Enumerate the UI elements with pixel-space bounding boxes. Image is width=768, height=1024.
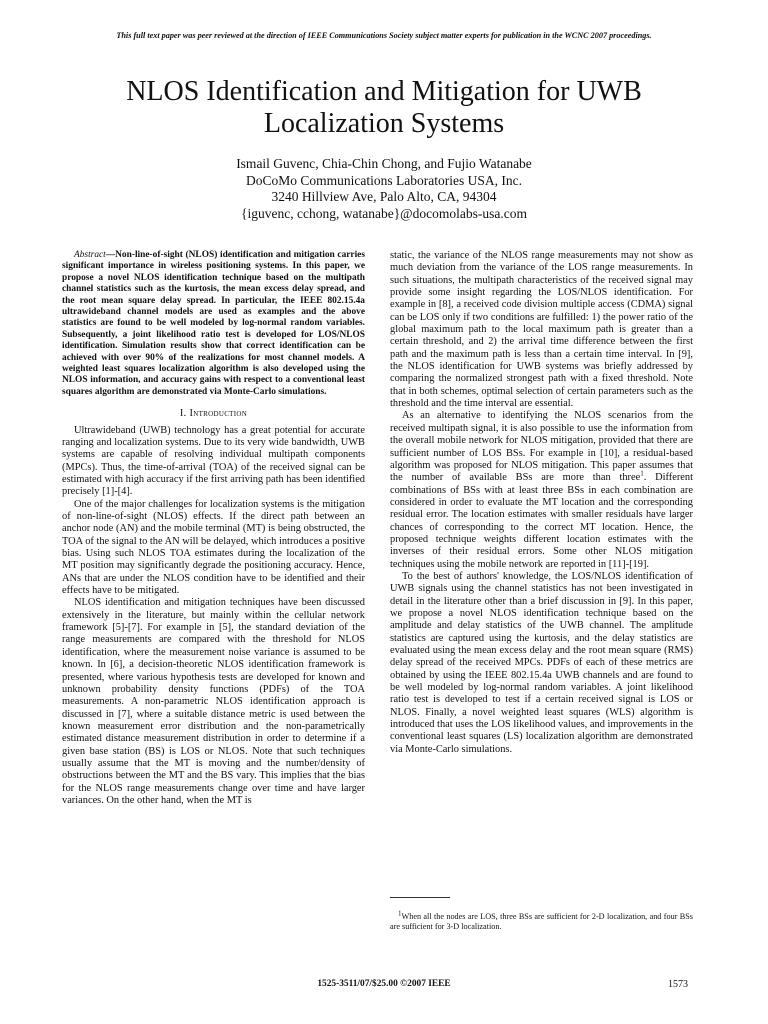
abstract: [62, 250, 365, 398]
footnote-mark: 1: [398, 909, 402, 918]
section-heading-introduction: [62, 408, 365, 420]
intro-paragraph-2: One of the major challenges for localization systems is the mitigation of non-line-of-sight (NLOS) effects. If the direct path between an anchor node (AN) and the mobile terminal (MT) is being obstructed, the TOA of the signal to the AN will be delayed, which introduces a positive bias. Using such NLOS TOA estimates during the localization of the MT position may significantly degrade the positioning accuracy. Hence, ANs that are under the NLOS condition have to be identified and their effects have to be mitigated.: [62, 498, 365, 597]
footnote-ref: 1: [640, 469, 644, 478]
section-title: Introduction: [189, 408, 248, 420]
paper-title: [60, 76, 708, 140]
right-paragraph-2: [390, 410, 693, 570]
author-address: 3240 Hillview Ave, Palo Alto, CA, 94304: [271, 189, 497, 204]
right-paragraph-3: To the best of authors' knowledge, the LOS/NLOS identification of UWB signals using the channel statistics has not been investigated in detail in the literature other than a brief discussion in [9]. In this paper, we propose a novel NLOS identification technique based on the amplitude and delay statistics of the UWB channel. The amplitude statistics are captured using the kurtosis, and the delay statistics are evaluated using the mean excess delay and the root mean square (RMS) delay spread of the received MPCs. PDFs of each of these metrics are obtained by using the IEEE 802.15.4a UWB channels and are found to be well modeled by log-normal random variables. A joint likelihood ratio test is developed to test if a certain received signal is LOS or NLOS. Finally, a novel weighted least squares (WLS) algorithm is introduced that uses the LOS likelihood values, and improvements in the conventional least squares (LS) localization algorithm are demonstrated via Monte-Carlo simulations.: [390, 570, 693, 755]
page-number: 1573: [668, 979, 688, 990]
right-paragraph-2-part-a: As an alternative to identifying the NLOS scenarios from the received multipath signal, it is also possible to use the information from the overall mobile network for NLOS mitigation, provided that there are sufficient number of LOS BSs. For example in [10], a residual-based algorithm was proposed for NLOS mitigation. This paper assumes that the number of available BSs are more than three: [390, 410, 693, 484]
abstract-label: Abstract: [74, 250, 106, 260]
abstract-text: Non-line-of-sight (NLOS) identification and mitigation carries significant importance in wireless positioning systems. In this paper, we propose a novel NLOS identification technique based on the multipath channel statistics such as the kurtosis, the mean excess delay spread, and the root mean square delay spread. In particular, the IEEE 802.15.4a ultrawideband channel models are used as examples and the above statistics are found to be well modeled by log-normal random variables. Subsequently, a joint likelihood ratio test is developed for LOS/NLOS identification. Simulation results show that correct identification can be achieved with over 90% of the realizations for most channel models. A weighted least squares localization algorithm is also developed using the NLOS information, and accuracy gains with respect to a conventional least squares algorithm are demonstrated via Monte-Carlo simulations.: [62, 250, 365, 397]
footer-copyright: 1525-3511/07/$25.00 ©2007 IEEE: [317, 979, 451, 989]
author-block: [100, 156, 668, 222]
peer-review-note: This full text paper was peer reviewed at the direction of IEEE Communications Society subject matter experts for publication in the WCNC 2007 proceedings.: [116, 31, 652, 40]
author-names: Ismail Guvenc, Chia-Chin Chong, and Fujio Watanabe: [236, 156, 532, 171]
footnote-divider: [390, 897, 450, 898]
title-line-1: NLOS Identification and Mitigation for UWB: [126, 76, 642, 107]
intro-paragraph-1: Ultrawideband (UWB) technology has a great potential for accurate ranging and localization systems. Due to its very wide bandwidth, UWB systems are capable of resolving individual multipath components (MPCs). Thus, the time-of-arrival (TOA) of the received signal can be estimated with high accuracy if the first arriving path has been identified precisely [1]-[4].: [62, 424, 365, 498]
abstract-dash: —: [105, 250, 116, 260]
right-column: [390, 250, 693, 756]
author-affiliation: DoCoMo Communications Laboratories USA, Inc.: [246, 172, 522, 188]
section-number: I.: [179, 408, 187, 420]
intro-paragraph-3: NLOS identification and mitigation techniques have been discussed extensively in the literature, but mainly within the cellular network framework [5]-[7]. For example in [5], the standard deviation of the range measurements are compared with the threshold for NLOS identification, where the measurement noise variance is assumed to be known. In [6], a decision-theoretic NLOS identification framework is presented, where various hypothesis tests are developed for known and unknown probability density functions (PDFs) of the TOA measurements. A non-parametric NLOS identification approach is discussed in [7], where a suitable distance metric is used between the known measurement error distribution and the non-parametrically estimated distance measurement distribution in order to determine if a given base station (BS) is LOS or NLOS. Note that such techniques usually assume that the MT is moving and the number/density of obstructions between the MT and the BS vary. This implies that the bias for the NLOS range measurements change over time and have larger variances. On the other hand, when the MT is: [62, 597, 365, 806]
title-line-2: Localization Systems: [263, 108, 505, 139]
footnote: [390, 909, 693, 932]
right-paragraph-1: static, the variance of the NLOS range measurements may not show as much deviation from the variance of the LOS range measurements. In such situations, the multipath characteristics of the received signal may provide some insight regarding the LOS/NLOS identification. For example in [8], a received code division multiple access (CDMA) signal can be LOS only if two conditions are fulfilled: 1) the power ratio of the global maximum path to the local maximum path is greater than a certain threshold, and 2) the arrival time difference between the first path and the maximum path is less than a certain time interval. In [9], the NLOS identification for UWB systems was briefly addressed by comparing the normalized strongest path with a fixed threshold. Note that in both schemes, optimal selection of certain parameters such as the threshold and the time interval are essential.: [390, 250, 693, 410]
author-emails: {iguvenc, cchong, watanabe}@docomolabs-usa.com: [241, 205, 527, 221]
footnote-text: When all the nodes are LOS, three BSs are sufficient for 2-D localization, and four BSs are sufficient for 3-D localization.: [390, 912, 693, 931]
left-column: [62, 250, 365, 807]
right-paragraph-2-part-b: . Different combinations of BSs with at least three BSs in each combination are considered in order to evaluate the MT location and the corresponding residual error. The location estimates with smaller residuals have larger chances of corresponding to the correct MT location. Hence, the proposed technique weights different location estimates with the inverses of their residual errors. Some other NLOS mitigation techniques using the mobile network are reported in [11]-[19].: [390, 472, 693, 570]
